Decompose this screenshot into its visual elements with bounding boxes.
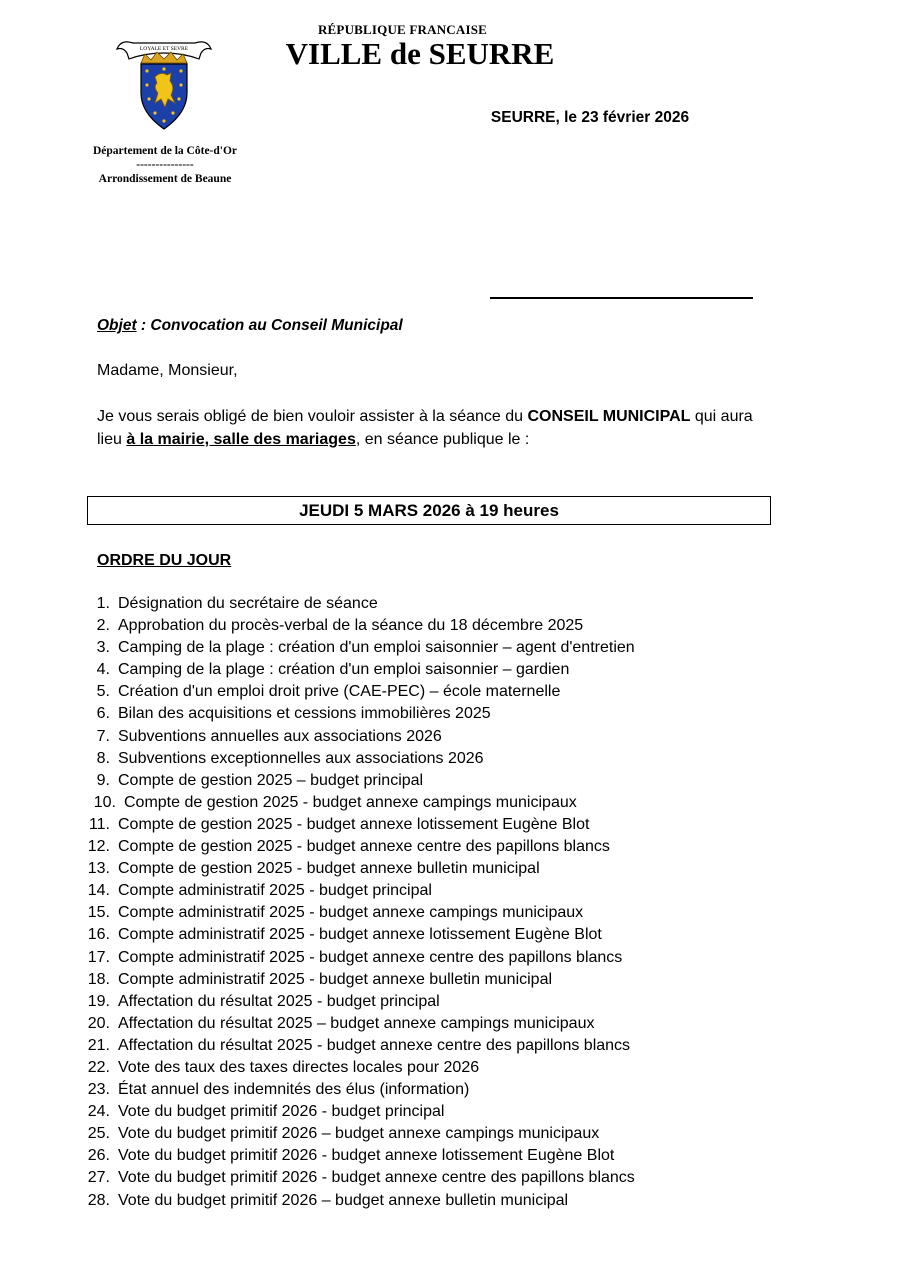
agenda-item-text: Compte de gestion 2025 - budget annexe lotissement Eugène Blot	[118, 815, 590, 833]
agenda-item	[80, 969, 780, 991]
agenda-item-number: 12.	[87, 838, 110, 856]
agenda-item-number: 28.	[87, 1191, 110, 1209]
agenda-item	[80, 659, 780, 681]
agenda-item	[80, 858, 780, 880]
agenda-item-number: 27.	[87, 1169, 110, 1187]
subject-line	[97, 317, 403, 335]
agenda-item	[80, 748, 780, 770]
department-block	[80, 144, 250, 186]
agenda-item	[80, 615, 780, 637]
agenda-item-text: Compte administratif 2025 - budget annexe bulletin municipal	[118, 970, 553, 988]
agenda-item-text: Vote du budget primitif 2026 - budget annexe centre des papillons blancs	[118, 1169, 635, 1187]
agenda-item-number: 1.	[96, 595, 110, 612]
agenda-item-text: Compte de gestion 2025 - budget annexe bulletin municipal	[118, 860, 540, 878]
agenda-item	[80, 1145, 780, 1167]
date-line: SEURRE, le 23 février 2026	[490, 109, 690, 126]
agenda-item	[80, 947, 780, 969]
agenda-item-number: 15.	[87, 904, 110, 922]
agenda-item-text: Désignation du secrétaire de séance	[118, 595, 378, 612]
agenda-item-number: 14.	[87, 882, 110, 900]
agenda-item	[80, 1013, 780, 1035]
agenda-item-text: Affectation du résultat 2025 - budget principal	[118, 992, 440, 1010]
agenda-item-number: 18.	[87, 970, 110, 988]
agenda-item-text: Vote des taux des taxes directes locales pour 2026	[118, 1058, 480, 1076]
town-title: VILLE de SEURRE	[285, 36, 555, 71]
agenda-item-number: 9.	[96, 771, 110, 789]
para-text-2: qui aura lieu	[97, 408, 753, 448]
arrondissement-label: Arrondissement de Beaune	[98, 173, 232, 185]
agenda-item-number: 19.	[87, 992, 110, 1010]
agenda-title: ORDRE DU JOUR	[97, 552, 232, 569]
agenda-item-number: 16.	[87, 926, 110, 944]
agenda-item	[80, 991, 780, 1013]
agenda-item-text: Vote du budget primitif 2026 – budget annexe campings municipaux	[118, 1125, 600, 1143]
agenda-item-number: 7.	[96, 727, 110, 745]
agenda-item-number: 17.	[87, 948, 110, 966]
agenda-item	[80, 792, 780, 814]
departement-label: Département de la Côte-d'Or	[92, 145, 238, 157]
agenda-item-text: Création d'un emploi droit prive (CAE-PEC) – école maternelle	[118, 683, 561, 701]
agenda-item-text: Camping de la plage : création d'un emploi saisonnier – gardien	[118, 661, 570, 679]
agenda-item	[80, 880, 780, 902]
agenda-item-text: Compte administratif 2025 - budget annexe campings municipaux	[118, 904, 584, 922]
agenda-item-number: 4.	[96, 661, 110, 679]
agenda-item-text: Compte administratif 2025 - budget annexe lotissement Eugène Blot	[118, 926, 602, 944]
agenda-item-number: 11.	[88, 815, 110, 833]
subject-label: Objet	[97, 317, 137, 334]
agenda-item-number: 3.	[96, 639, 110, 657]
coat-of-arms-icon	[113, 33, 215, 133]
agenda-item	[80, 703, 780, 725]
agenda-item	[80, 1167, 780, 1189]
agenda-item-number: 22.	[87, 1058, 110, 1076]
agenda-item-number: 10.	[93, 793, 116, 811]
agenda-item	[80, 637, 780, 659]
agenda-item-text: Vote du budget primitif 2026 - budget principal	[118, 1103, 445, 1121]
agenda-item-text: Compte administratif 2025 - budget annexe centre des papillons blancs	[118, 948, 623, 966]
agenda-item-text: Compte administratif 2025 - budget principal	[118, 882, 432, 900]
agenda-item-text: Affectation du résultat 2025 – budget annexe campings municipaux	[118, 1014, 595, 1032]
agenda-item	[80, 1057, 780, 1079]
agenda-item-number: 23.	[87, 1081, 110, 1099]
para-text-1: Je vous serais obligé de bien vouloir assister à la séance du	[97, 408, 528, 425]
agenda-item-text: Camping de la plage : création d'un emploi saisonnier – agent d'entretien	[118, 639, 635, 657]
agenda-list	[80, 593, 780, 1212]
agenda-item-text: État annuel des indemnités des élus (information)	[118, 1081, 470, 1099]
agenda-item-number: 26.	[87, 1147, 110, 1165]
agenda-item	[80, 814, 780, 836]
agenda-item-number: 25.	[87, 1125, 110, 1143]
agenda-item	[80, 1101, 780, 1123]
para-location: à la mairie, salle des mariages	[126, 431, 356, 448]
agenda-item-text: Subventions exceptionnelles aux associations 2026	[118, 749, 484, 767]
agenda-item-number: 13.	[87, 860, 110, 878]
meeting-date-box: JEUDI 5 MARS 2026 à 19 heures	[87, 496, 771, 525]
agenda-item-text: Bilan des acquisitions et cessions immobilières 2025	[118, 705, 491, 723]
separator: ---------------	[136, 159, 194, 171]
agenda-item	[80, 681, 780, 703]
agenda-item	[80, 770, 780, 792]
agenda-item-number: 5.	[96, 683, 110, 701]
agenda-item-text: Compte de gestion 2025 - budget annexe centre des papillons blancs	[118, 838, 610, 856]
agenda-item	[80, 836, 780, 858]
agenda-item-text: Subventions annuelles aux associations 2026	[118, 727, 442, 745]
agenda-item-text: Vote du budget primitif 2026 - budget annexe lotissement Eugène Blot	[118, 1147, 615, 1165]
crest-motto: LOYALE ET SEVRE	[139, 46, 189, 52]
agenda-item-text: Vote du budget primitif 2026 – budget annexe bulletin municipal	[118, 1191, 569, 1209]
agenda-item-text: Affectation du résultat 2025 - budget annexe centre des papillons blancs	[118, 1036, 631, 1054]
para-text-3: , en séance publique le :	[355, 431, 530, 448]
subject-text: : Convocation au Conseil Municipal	[136, 317, 403, 334]
agenda-item	[80, 924, 780, 946]
agenda-item-text: Approbation du procès-verbal de la séance du 18 décembre 2025	[118, 617, 584, 635]
agenda-item-number: 2.	[96, 617, 110, 635]
agenda-item-text: Compte de gestion 2025 - budget annexe campings municipaux	[124, 793, 577, 811]
agenda-item-number: 8.	[96, 749, 110, 767]
agenda-item	[80, 593, 780, 615]
agenda-item	[80, 1123, 780, 1145]
republique-heading: RÉPUBLIQUE FRANCAISE	[317, 22, 488, 37]
agenda-item-number: 24.	[87, 1103, 110, 1121]
address-line	[490, 297, 753, 299]
agenda-item	[80, 1190, 780, 1212]
para-council: CONSEIL MUNICIPAL	[527, 408, 691, 425]
agenda-item	[80, 1035, 780, 1057]
agenda-item-number: 21.	[87, 1036, 110, 1054]
agenda-item	[80, 726, 780, 748]
agenda-item	[80, 902, 780, 924]
agenda-item-number: 6.	[96, 705, 110, 723]
invitation-paragraph	[97, 405, 777, 451]
salutation: Madame, Monsieur,	[97, 362, 238, 379]
agenda-item-number: 20.	[87, 1014, 110, 1032]
agenda-item-text: Compte de gestion 2025 – budget principal	[118, 771, 424, 789]
agenda-item	[80, 1079, 780, 1101]
